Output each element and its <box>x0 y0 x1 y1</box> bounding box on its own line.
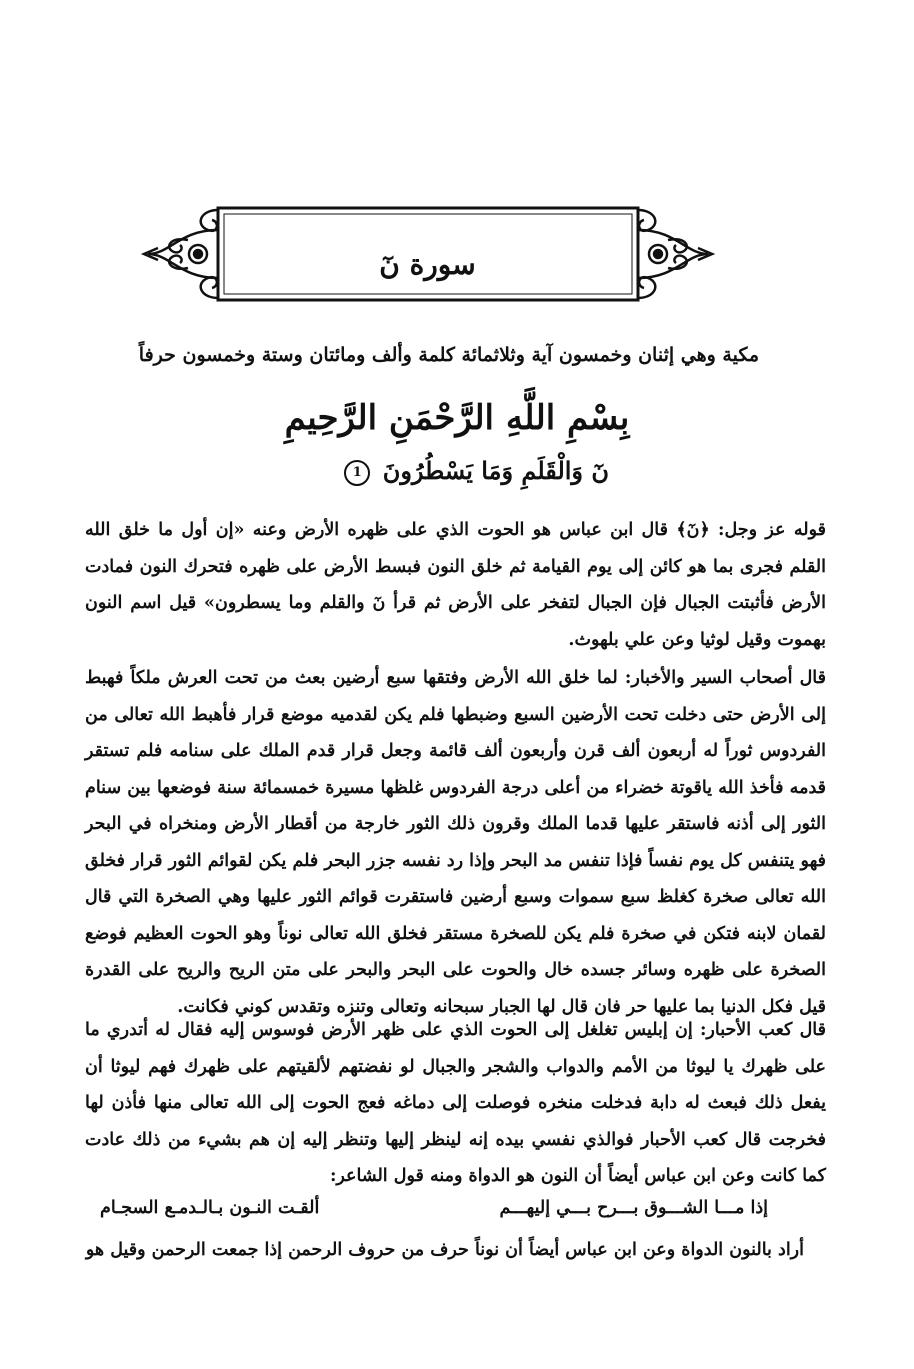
paragraph-2: قال أصحاب السير والأخبار: لما خلق الله الأرض وفتقها سبع أرضين بعث من تحت العرش ملكاً فهبط إلى الأرض حتى دخلت تحت الأرضين السبع وضبطها فلم يكن لقدميه موضع قرار فأهبط الله تعالى من الفردوس ثوراً له أربعون ألف قرن وأربعون ألف قائمة وجعل قرار قدم الملك على سنامه فلم تستقر قدمه فأخذ الله ياقوتة خضراء من أعلى درجة الفردوس غلظها مسيرة خمسمائة سنة فوضعها بين سنام الثور إلى أذنه فاستقر عليها قدما الملك وقرون ذلك الثور خارجة من أقطار الأرض ومنخراه في البحر فهو يتنفس كل يوم نفساً فإذا تنفس مد البحر وإذا رد نفسه جزر البحر فلم يكن لقوائم الثور قرار فخلق الله تعالى صخرة كغلظ سبع سموات وسبع أرضين فاستقرت قوائم الثور عليها وهي الصخرة التي قال لقمان لابنه فتكن في صخرة فلم يكن للصخرة مستقر فخلق الله تعالى نوناً وهو الحوت العظيم فوضع الصخرة على ظهره وسائر جسده خال والحوت على البحر والبحر على متن الريح والريح على القدرة قيل فكل الدنيا بما عليها حر فان قال لها الجبار سبحانه وتعالى وتنزه وتقدس كوني فكانت. <box>85 668 826 1017</box>
ayah-text: نٓ وَالْقَلَمِ وَمَا يَسْطُرُونَ <box>382 456 609 485</box>
paragraph-1: قوله عز وجل: ﴿نٓ﴾ قال ابن عباس هو الحوت الذي على ظهره الأرض وعنه «إن أول ما خلق الله القلم فجرى بما هو كائن إلى يوم القيامة ثم خلق النون فبسط الأرض على ظهره فتحرك النون فمادت الأرض فأثبتت الجبال فإن الجبال لتفخر على الأرض ثم قرأ نٓ والقلم وما يسطرون» قيل اسم النون بهموت وقيل لوثيا وعن علي بلهوث. <box>85 520 826 650</box>
last-line: أراد بالنون الدواة وعن ابن عباس أيضاً أن نوناً حرف من حروف الرحمن إذا جمعت الرحمن وقيل هو <box>85 1240 804 1260</box>
paragraph-3: قال كعب الأحبار: إن إبليس تغلغل إلى الحوت الذي على ظهر الأرض فوسوس إليه فقال له أتدري ما على ظهرك يا ليوثا من الأمم والدواب والشجر والجبال لو نفضتهم لألقيتهم على ظهرك فهم ليوثا أن يفعل ذلك فبعث له دابة فدخلت منخره فوصلت إلى دماغه فعج الحوت إلى الله تعالى منها فأذن لها فخرجت قال كعب الأحبار فوالذي نفسي بيده إنه لينظر إليها وتنظر إليه إن هم بشيء من ذلك عادت كما كانت وعن ابن عباس أيضاً أن النون هو الدواة ومنه قول الشاعر: <box>85 1020 826 1186</box>
surah-intro: مكية وهي إثنان وخمسون آية وثلاثمائة كلمة وألف ومائتان وستة وخمسون حرفاً <box>138 344 759 366</box>
ayah-line <box>352 456 609 486</box>
surah-title: سورة نٓ <box>379 248 476 281</box>
basmala: بِسْمِ اللَّهِ الرَّحْمَنِ الرَّحِيمِ <box>284 398 630 438</box>
verse-second-hemistich: ألقـت النـون بـالـدمـع السجـام <box>100 1198 320 1218</box>
surah-title-frame <box>140 200 715 308</box>
ayah-number-icon: 1 <box>344 460 370 486</box>
verse-first-hemistich: إذا مـــا الشـــوق بـــرح بـــي إليهـــم <box>499 1198 768 1218</box>
